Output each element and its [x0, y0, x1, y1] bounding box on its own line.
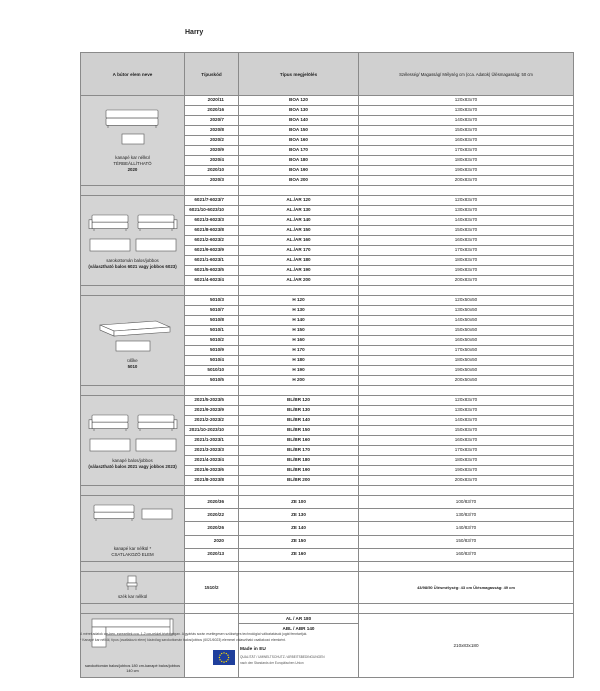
eu-stars-icon [213, 650, 235, 665]
dimensions-cell: 120x83x70 [359, 196, 574, 206]
type-code-cell: 5010/1 [185, 326, 239, 336]
type-code-cell: 5010/3 [185, 296, 239, 306]
dimensions-cell: 160x50x50 [359, 336, 574, 346]
type-label-cell: ZE 160 [239, 548, 359, 561]
type-code-cell: 2020/3 [185, 176, 239, 186]
spacer-cell [81, 486, 185, 496]
type-code-cell: 2020/8 [185, 126, 239, 136]
dimensions-cell: 190x50x50 [359, 366, 574, 376]
product-group-label: sarokottomán balos/jobbos [106, 258, 159, 264]
dimensions-cell: 200x83x70 [359, 176, 574, 186]
dimensions-cell: 130x50x50 [359, 306, 574, 316]
spacer-cell [185, 186, 239, 196]
type-label-cell: AL./AR 120 [239, 196, 359, 206]
type-code-cell: 5010/5 [185, 376, 239, 386]
spacer-cell [359, 561, 574, 571]
group-spacer-row [81, 186, 574, 196]
type-label-cell: BOA 190 [239, 166, 359, 176]
type-label-cell: H 190 [239, 366, 359, 376]
dimensions-cell: 130x83x70 [359, 206, 574, 216]
type-label-cell: BL/BR 120 [239, 396, 359, 406]
type-label-cell: AL./AR 170 [239, 246, 359, 256]
dimensions-cell: 120x83x70 [359, 396, 574, 406]
furniture-sketch-icon [86, 499, 180, 543]
made-in-eu-label: Made in EU [240, 647, 266, 652]
group-spacer-row [81, 561, 574, 571]
dimensions-cell: 130x83x70 [359, 406, 574, 416]
dimensions-cell: 190x83x70 [359, 466, 574, 476]
type-label-cell: H 120 [239, 296, 359, 306]
spacer-cell [359, 286, 574, 296]
type-label-cell: ZE 130 [239, 509, 359, 522]
type-code-cell: 2021/5-2023/5 [185, 396, 239, 406]
type-label-cell: AL./AR 200 [239, 276, 359, 286]
page-title: Harry [185, 29, 204, 36]
dimensions-cell: 180x50x50 [359, 356, 574, 366]
type-code-cell: 6021/4-6023/4 [185, 276, 239, 286]
spacer-cell [359, 186, 574, 196]
type-code-cell: 2021/9-2023/9 [185, 406, 239, 416]
footer-notes [80, 632, 573, 644]
type-code-cell: 6021/3-6023/3 [185, 216, 239, 226]
header-dimensions: Szélesség/ Magasság/ Mélység cm (cca. Adatok) Ülésmagasság: 50 cm [359, 53, 574, 96]
furniture-sketch-icon [86, 411, 180, 455]
dimensions-cell: 140x83x70 [359, 216, 574, 226]
type-code-cell: 2021/2-2023/2 [185, 416, 239, 426]
dimensions-cell: 140x83x70 [359, 116, 574, 126]
type-label-cell: H 200 [239, 376, 359, 386]
furniture-sketch-icon [86, 108, 180, 152]
type-label-cell: H 150 [239, 326, 359, 336]
product-group-label: kanapé kar nélkül * [113, 546, 152, 551]
dimensions-cell: 150x83x70 [359, 126, 574, 136]
type-label-cell: H 130 [239, 306, 359, 316]
dimensions-cell: 200x50x50 [359, 376, 574, 386]
type-code-cell: 2021/1-2023/1 [185, 436, 239, 446]
type-label-cell: BL/BR 170 [239, 446, 359, 456]
footer-note: A méret adatok cm-ben, ezrezettek cca. 1-2 cm-rekkel tévérhetgan. A gyártás során esetlegesen szükséges technológiai változtatások jogát fenntartjuk. [80, 632, 308, 636]
dimensions-cell: 130x83x70 [359, 106, 574, 116]
product-group-label: kanapé kar nélkül [115, 155, 150, 161]
type-code-cell: 5010/10 [185, 366, 239, 376]
type-code-cell: 2020/22 [185, 509, 239, 522]
dimensions-cell: 190x83x70 [359, 266, 574, 276]
type-code-cell: 2021/6-2023/6 [185, 466, 239, 476]
type-label-cell: ZE 150 [239, 535, 359, 548]
dimensions-cell: 130/83/70 [359, 509, 574, 522]
type-code-cell: 6021/7-6023/7 [185, 196, 239, 206]
footer-note: * Kanapé kar nélkül, típus (csatlakozó elem) kizárólag sarokottomán balos/jobbos (6021/6023) elemmel választható csatlakozó elemként. [80, 638, 286, 642]
product-group-label: sarokottomán balos/jobbos 180 cm-kanapé balos/jobbos 140 cm [85, 663, 180, 673]
product-table [80, 52, 574, 678]
eu-flag-icon [213, 650, 235, 665]
type-label-cell: H 160 [239, 336, 359, 346]
type-code-cell: 2021/3-2023/3 [185, 446, 239, 456]
group-spacer-row [81, 386, 574, 396]
type-code-cell: 2020/13 [185, 548, 239, 561]
dimensions-cell: 120x83x70 [359, 96, 574, 106]
type-code-cell: 2021/8-2023/8 [185, 476, 239, 486]
dimensions-cell: 200x83x70 [359, 476, 574, 486]
product-group-cell [81, 496, 185, 562]
dimensions-cell: 160x83x70 [359, 436, 574, 446]
table-row [81, 571, 574, 603]
dimensions-cell: 210x83x180 [359, 613, 574, 677]
table-row [81, 396, 574, 406]
header-type-code: Típuskód [185, 53, 239, 96]
dimensions-cell: 150x83x70 [359, 426, 574, 436]
product-group-label: CSATLAKOZÓ ELEM [111, 551, 154, 557]
type-label-cell: BOA 200 [239, 176, 359, 186]
type-code-cell: 6021/10-6023/10 [185, 206, 239, 216]
product-group-label: (választható balos 6021 vagy jobbos 6023) [88, 264, 177, 269]
type-label-cell: BL/BR 200 [239, 476, 359, 486]
type-code-cell: 6021/8-6023/8 [185, 226, 239, 236]
group-spacer-row [81, 286, 574, 296]
table-row [81, 196, 574, 206]
furniture-sketch-icon [86, 575, 180, 591]
dimensions-cell: 180x83x70 [359, 456, 574, 466]
spacer-cell [185, 561, 239, 571]
header-type-label: Típus megjelölés [239, 53, 359, 96]
type-label-cell: BL/BR 130 [239, 406, 359, 416]
type-label-cell [239, 571, 359, 603]
corner-type-label: AL / AR 180 [239, 614, 358, 624]
eu-standard-label: nach den Standards der Europäischen Union [240, 661, 304, 665]
eu-quality-label: QUALITÄT / UMWELTSCHUTZ / ARBEITSBEDINGUNGEN [240, 655, 325, 659]
dimensions-cell: 120x50x50 [359, 296, 574, 306]
furniture-sketch-icon [86, 211, 180, 255]
dimensions-cell: 140/83/70 [359, 522, 574, 535]
dimensions-cell: 170x50x50 [359, 346, 574, 356]
type-code-cell: 2020/10 [185, 166, 239, 176]
type-code-cell: 5010/7 [185, 306, 239, 316]
product-group-label: 2020 [127, 166, 138, 172]
product-group-label: szék kar nélkül [117, 593, 148, 599]
dimensions-cell: 170x83x70 [359, 146, 574, 156]
table-row [81, 496, 574, 509]
type-label-cell: BL/BR 190 [239, 466, 359, 476]
type-label-cell: BL/BR 140 [239, 416, 359, 426]
type-code-cell: 2020/26 [185, 522, 239, 535]
type-label-cell: BOA 160 [239, 136, 359, 146]
type-code-cell: 2020/36 [185, 496, 239, 509]
spacer-cell [185, 286, 239, 296]
type-label-cell: BOA 140 [239, 116, 359, 126]
type-label-cell: ZE 140 [239, 522, 359, 535]
type-code-cell: 2020/16 [185, 106, 239, 116]
table-row [81, 96, 574, 106]
spacer-cell [185, 603, 239, 613]
type-code-cell: 2020/4 [185, 156, 239, 166]
type-label-cell: AL./AR 140 [239, 216, 359, 226]
type-code-cell: 2020 [185, 535, 239, 548]
dimensions-cell: 140x83x70 [359, 416, 574, 426]
spacer-cell [81, 561, 185, 571]
dimensions-cell: 180x83x70 [359, 156, 574, 166]
type-label-cell: AL./AR 190 [239, 266, 359, 276]
product-group-cell [81, 196, 185, 286]
table-header-row [81, 53, 574, 96]
dimensions-cell: 150/83/70 [359, 535, 574, 548]
type-code-cell: 5010/8 [185, 316, 239, 326]
type-code-cell: 6021/9-6023/9 [185, 246, 239, 256]
type-label-cell: BL/BR 150 [239, 426, 359, 436]
spacer-cell [239, 286, 359, 296]
product-group-cell [81, 571, 185, 603]
type-code-cell: 2020/7 [185, 116, 239, 126]
type-label-cell: AL./AR 160 [239, 236, 359, 246]
type-label-cell: BOA 120 [239, 96, 359, 106]
dimensions-cell: 170x83x70 [359, 246, 574, 256]
type-code-cell: 2020/2 [185, 136, 239, 146]
group-spacer-row [81, 486, 574, 496]
dimensions-cell: 190x83x70 [359, 166, 574, 176]
type-code-cell: 6021/2-6023/2 [185, 236, 239, 246]
spacer-cell [359, 603, 574, 613]
type-label-cell: AL./AR 180 [239, 256, 359, 266]
dimensions-cell: 150x50x50 [359, 326, 574, 336]
dimensions-cell: 160x83x70 [359, 236, 574, 246]
spacer-cell [239, 186, 359, 196]
spacer-cell [239, 561, 359, 571]
spacer-cell [239, 386, 359, 396]
product-group-label: ülőke [127, 358, 138, 364]
dimensions-cell: 140x50x50 [359, 316, 574, 326]
dimensions-cell: 100/83/70 [359, 496, 574, 509]
spacer-cell [81, 386, 185, 396]
spacer-cell [239, 603, 359, 613]
type-label-cell: H 140 [239, 316, 359, 326]
type-label-cell: BOA 180 [239, 156, 359, 166]
product-group-label: kanapé balos/jobbos [112, 458, 153, 464]
spacer-cell [81, 286, 185, 296]
product-group-label: 5010 [127, 364, 138, 369]
table-row [81, 296, 574, 306]
product-group-label: (választható balos 2021 vagy jobbos 2023) [88, 464, 177, 469]
dimensions-cell: 160x83x70 [359, 136, 574, 146]
type-label-cell: BOA 130 [239, 106, 359, 116]
type-code-cell: 2020/11 [185, 96, 239, 106]
group-spacer-row [81, 603, 574, 613]
type-label-cell: BOA 150 [239, 126, 359, 136]
type-code-cell: 1510/2 [185, 571, 239, 603]
type-code-cell: 5010/9 [185, 346, 239, 356]
dimensions-cell: 43/98/50 Ülésmélység: 43 cm Ülésmagasság: 49 cm [359, 571, 574, 603]
product-group-cell [81, 96, 185, 186]
header-item-name: A bútor elem neve [81, 53, 185, 96]
product-group-label: TÉRBEÁLLÍTHATÓ [113, 161, 152, 167]
product-group-cell [81, 296, 185, 386]
type-code-cell: 5010/4 [185, 356, 239, 366]
dimensions-cell: 170x83x70 [359, 446, 574, 456]
type-code-cell: 2020/9 [185, 146, 239, 156]
dimensions-cell: 160/83/70 [359, 548, 574, 561]
spacer-cell [81, 186, 185, 196]
corner-type-label: ABL / ABR 140 [282, 625, 315, 631]
dimensions-cell: 200x83x70 [359, 276, 574, 286]
type-label-cell: BOA 170 [239, 146, 359, 156]
spacer-cell [185, 386, 239, 396]
spacer-cell [239, 486, 359, 496]
spacer-cell [359, 486, 574, 496]
product-group-cell [81, 613, 185, 677]
type-code-cell: 6021/1-6023/1 [185, 256, 239, 266]
product-group-cell [81, 396, 185, 486]
type-code-cell: 2021/10-2023/10 [185, 426, 239, 436]
type-label-cell: H 180 [239, 356, 359, 366]
type-label-cell: AL./AR 130 [239, 206, 359, 216]
type-label-cell: BL/BR 180 [239, 456, 359, 466]
type-label-cell: BL/BR 160 [239, 436, 359, 446]
type-label-cell: H 170 [239, 346, 359, 356]
type-code-cell: 2021/4-2023/4 [185, 456, 239, 466]
type-code-cell: 5010/2 [185, 336, 239, 346]
dimensions-cell: 150x83x70 [359, 226, 574, 236]
type-label-cell: ZE 100 [239, 496, 359, 509]
type-label-cell: AL./AR 150 [239, 226, 359, 236]
spacer-cell [81, 603, 185, 613]
spacer-cell [185, 486, 239, 496]
dimensions-cell: 180x83x70 [359, 256, 574, 266]
made-in-eu-badge [213, 645, 413, 675]
furniture-sketch-icon [86, 311, 180, 355]
type-code-cell: 6021/5-6023/5 [185, 266, 239, 276]
spacer-cell [359, 386, 574, 396]
